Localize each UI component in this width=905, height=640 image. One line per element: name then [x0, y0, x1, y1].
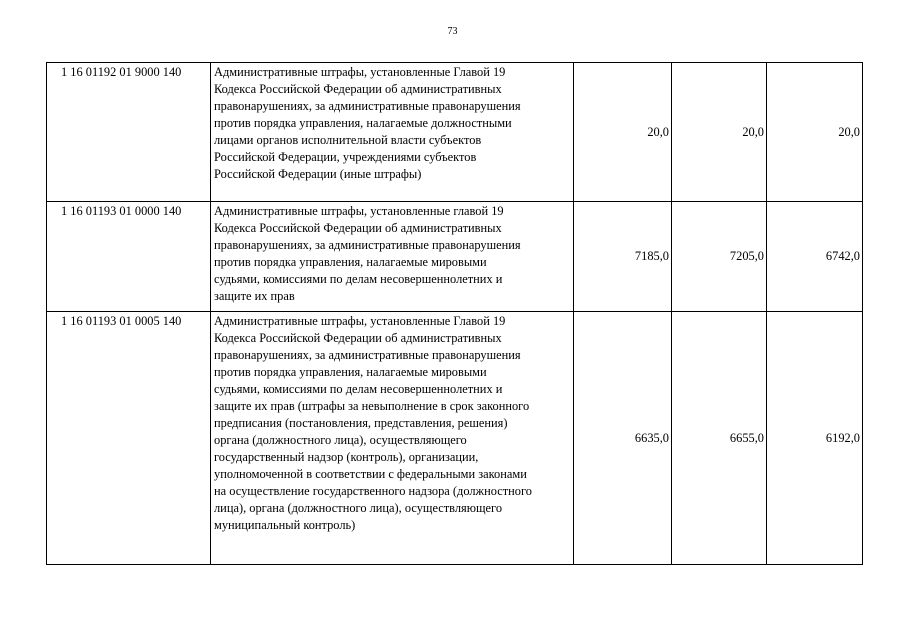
amount-cell-year-1: 6635,0 [574, 312, 672, 565]
amount-cell-year-2: 6655,0 [672, 312, 767, 565]
description-text: Административные штрафы, установленные главой 19 Кодекса Российской Федерации об административных правонарушениях, за административные правонарушения против порядка управления, налагаемые мировыми судьями, комиссиями по делам несовершеннолетних и защите их прав [214, 204, 521, 303]
page-number: 73 [447, 26, 458, 37]
description-cell [211, 63, 574, 202]
amount-cell-year-3: 6742,0 [767, 202, 863, 312]
amount-cell-year-2: 20,0 [672, 63, 767, 202]
description-text: Административные штрафы, установленные Главой 19 Кодекса Российской Федерации об административных правонарушениях, за административные правонарушения против порядка управления, налагаемые должностными лицами органов исполнительной власти субъектов Российской Федерации, учреждениями субъектов Российской Федерации (иные штрафы) [214, 65, 521, 181]
budget-code-cell: 1 16 01192 01 9000 140 [47, 63, 211, 202]
description-cell [211, 312, 574, 565]
amount-cell-year-1: 20,0 [574, 63, 672, 202]
table-row [47, 63, 863, 202]
table-row [47, 202, 863, 312]
description-cell [211, 202, 574, 312]
amount-cell-year-1: 7185,0 [574, 202, 672, 312]
budget-revenue-table [46, 62, 863, 565]
amount-cell-year-3: 20,0 [767, 63, 863, 202]
amount-cell-year-3: 6192,0 [767, 312, 863, 565]
amount-cell-year-2: 7205,0 [672, 202, 767, 312]
description-text: Административные штрафы, установленные Главой 19 Кодекса Российской Федерации об административных правонарушениях, за административные правонарушения против порядка управления, налагаемые мировыми судьями, комиссиями по делам несовершеннолетних и защите их прав (штрафы за невыполнение в срок законного предписания (постановления, представления, решения) органа (должностного лица), осуществляющего государственный надзор (контроль), организации, уполномоченной в соответствии с федеральными законами на осуществление государственного надзора (должностного лица), органа (должностного лица), осуществляющего муниципальный контроль) [214, 314, 532, 532]
budget-code-cell: 1 16 01193 01 0000 140 [47, 202, 211, 312]
budget-code-cell: 1 16 01193 01 0005 140 [47, 312, 211, 565]
table-row [47, 312, 863, 565]
